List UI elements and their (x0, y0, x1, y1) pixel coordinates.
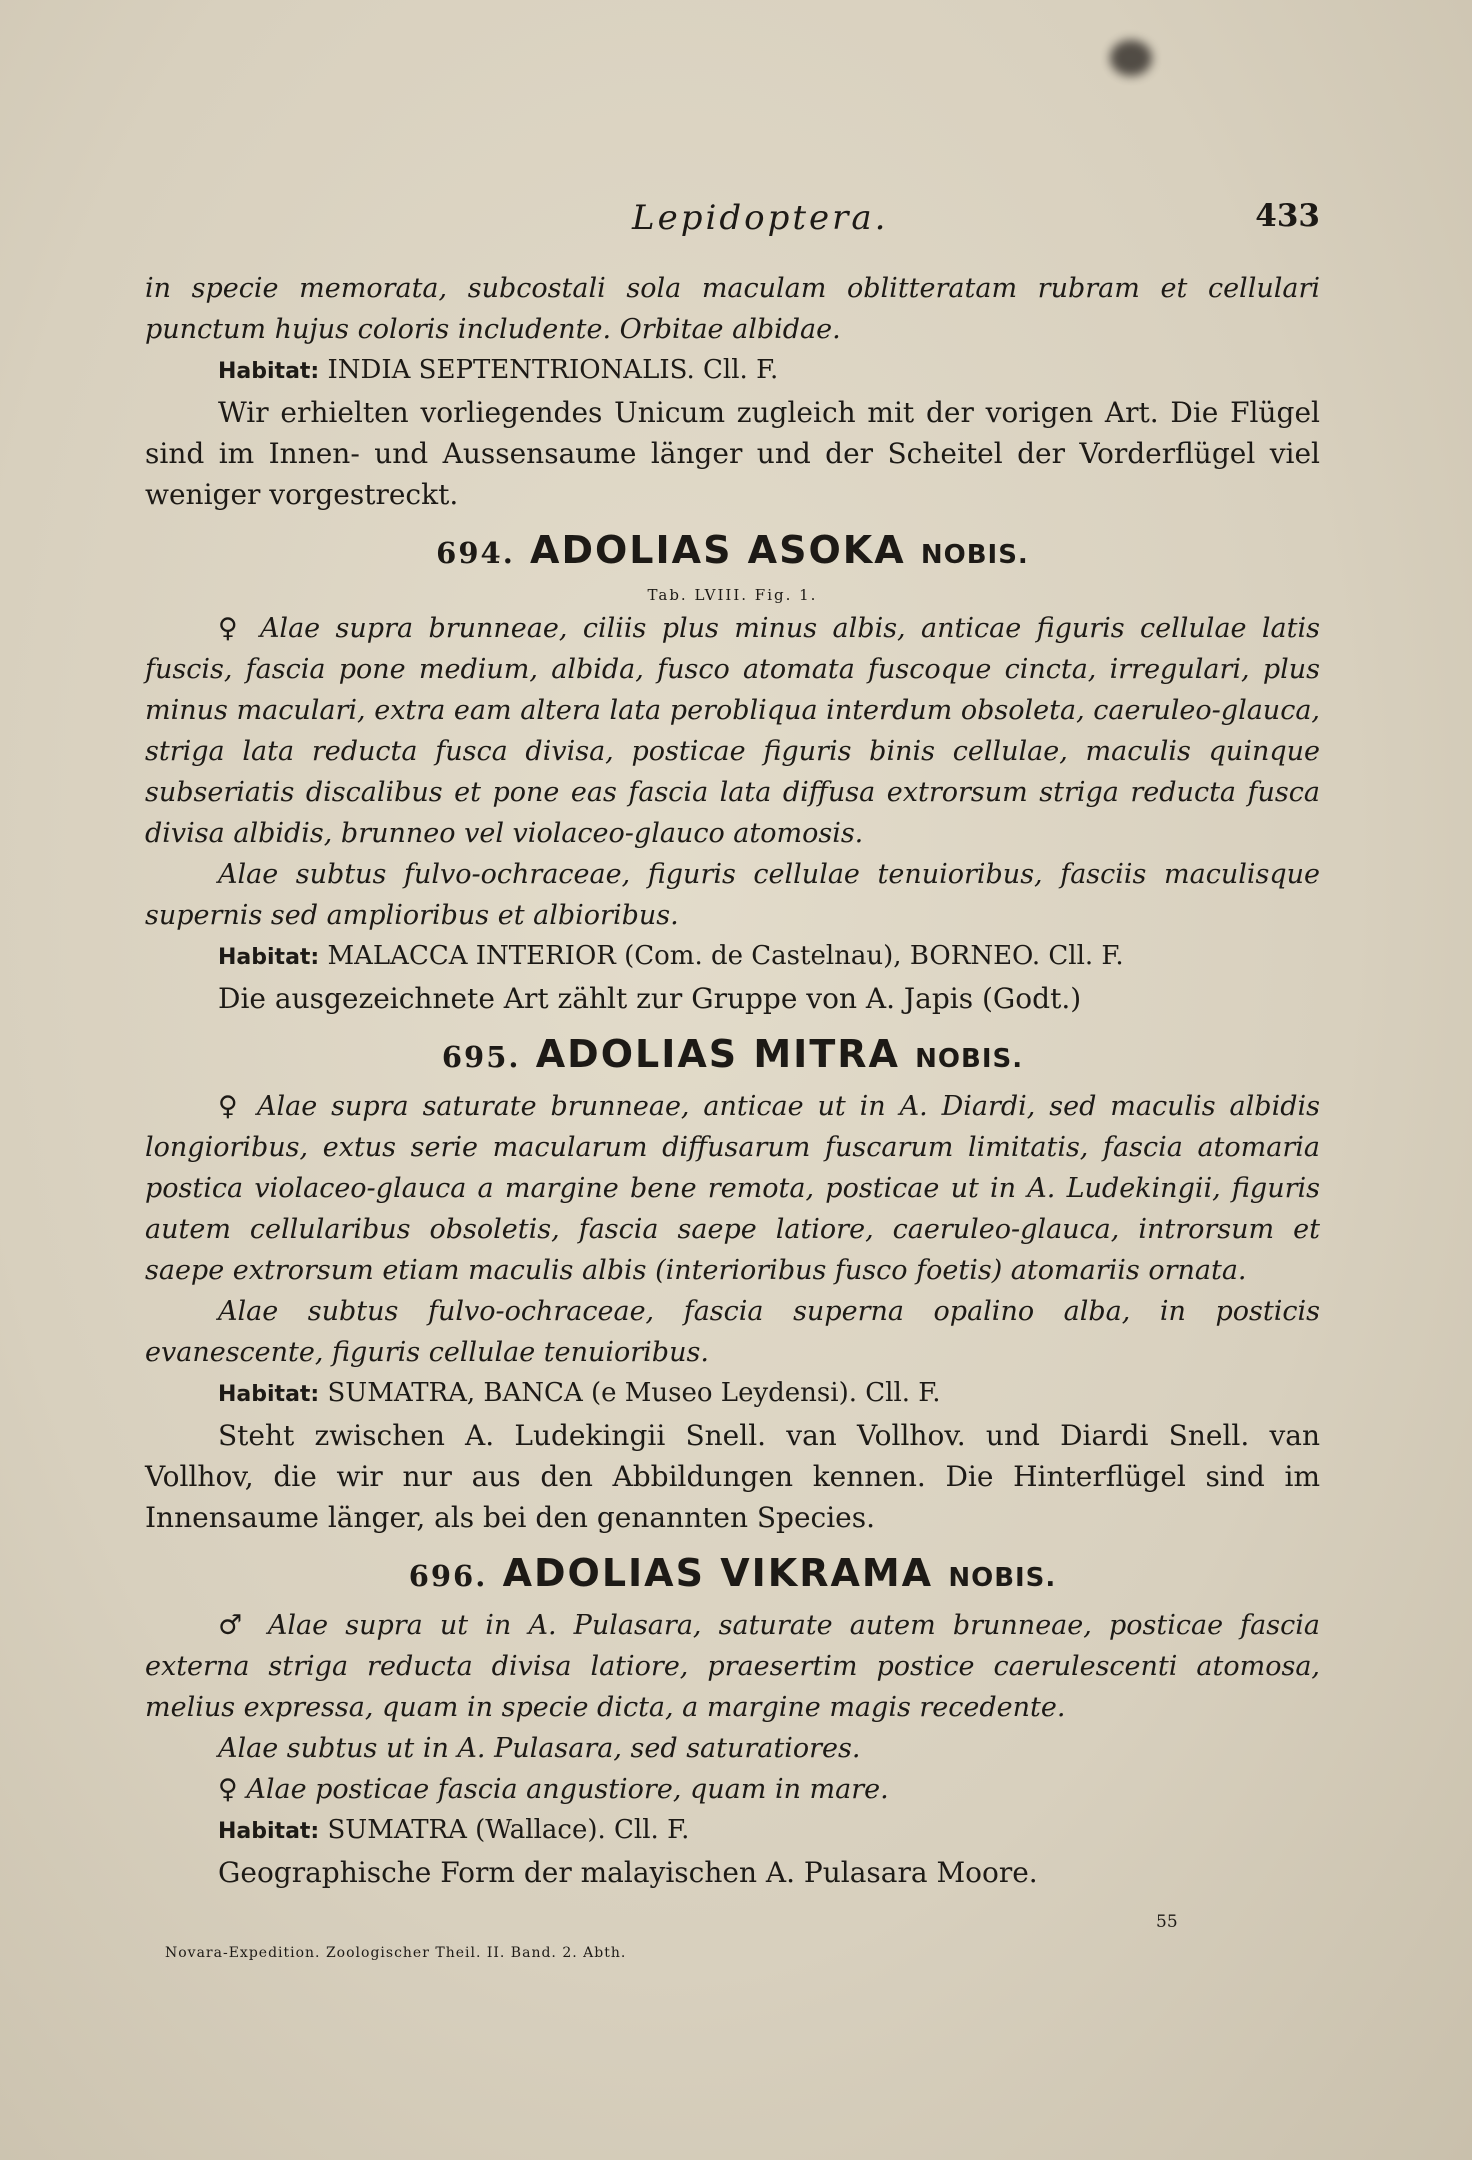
underside-description: Alae subtus fulvo-ochraceae, fascia superna opalino alba, in posticis evanescente, figuris cellulae tenuioribus. (145, 1296, 1320, 1368)
female-symbol: ♀ (218, 1091, 244, 1122)
underside-description: Alae subtus fulvo-ochraceae, figuris cellulae tenuioribus, fasciis maculisque supernis sed amplioribus et albioribus. (145, 859, 1320, 931)
species-habitat (145, 1810, 1320, 1852)
species-number: 694. (436, 536, 515, 570)
description-text: Alae supra ut in A. Pulasara, saturate autem brunneae, posticae fascia externa striga reducta divisa latiore, praesertim postice caerulescenti atomosa, melius expressa, quam in specie dicta, a margine magis recedente. (145, 1610, 1320, 1723)
intro-habitat (145, 350, 1320, 392)
footer-imprint: Novara-Expedition. Zoologischer Theil. II. Band. 2. Abth. (165, 1945, 627, 1961)
species-description (145, 1605, 1320, 1728)
species-name: ADOLIAS ASOKA (530, 528, 906, 572)
page-body (145, 268, 1320, 1893)
species-habitat (145, 1373, 1320, 1415)
page-number: 433 (1255, 198, 1320, 234)
species-habitat (145, 936, 1320, 978)
female-symbol: ♀ (218, 613, 245, 644)
species-heading-696 (145, 1546, 1320, 1605)
underside-description: Alae subtus ut in A. Pulasara, sed saturatiores. (218, 1733, 861, 1764)
habitat-label: Habitat: (218, 1819, 320, 1844)
species-name: ADOLIAS MITRA (535, 1032, 900, 1076)
species-remark: Geographische Form der malayischen A. Pulasara Moore. (218, 1856, 1038, 1889)
species-name: ADOLIAS VIKRAMA (502, 1551, 934, 1595)
species-remark: Die ausgezeichnete Art zählt zur Gruppe von A. Japis (Godt.) (218, 982, 1082, 1015)
intro-german-text: Wir erhielten vorliegendes Unicum zugleich mit der vorigen Art. Die Flügel sind im Innen- und Aussensaume länger und der Scheitel der Vorderflügel viel weniger vorgestreckt. (145, 396, 1320, 511)
species-heading-695 (145, 1027, 1320, 1086)
species-author: NOBIS. (915, 1044, 1024, 1074)
habitat-value: MALACCA INTERIOR (Com. de Castelnau), BORNEO. Cll. F. (327, 941, 1124, 971)
signature-mark: 55 (1156, 1912, 1178, 1932)
ink-stain (1110, 40, 1152, 76)
species-description (145, 1086, 1320, 1291)
species-description (145, 608, 1320, 854)
species-author: NOBIS. (948, 1563, 1057, 1593)
habitat-label: Habitat: (218, 945, 320, 970)
species-author: NOBIS. (920, 540, 1029, 570)
page-header (150, 198, 1320, 248)
habitat-value: SUMATRA (Wallace). Cll. F. (327, 1815, 690, 1845)
intro-latin-text: in specie memorata, subcostali sola maculam oblitteratam rubram et cellulari punctum hujus coloris includente. Orbitae albidae. (145, 273, 1320, 345)
description-text: Alae posticae fascia angustiore, quam in mare. (246, 1774, 889, 1805)
male-symbol: ♂ (218, 1610, 251, 1641)
plate-reference: Tab. LVIII. Fig. 1. (647, 586, 818, 604)
habitat-value: SUMATRA, BANCA (e Museo Leydensi). Cll. F. (327, 1378, 941, 1408)
description-text: Alae supra brunneae, ciliis plus minus albis, anticae figuris cellulae latis fuscis, fascia pone medium, albida, fusco atomata fuscoque cincta, irregulari, plus minus maculari, extra eam altera lata perobliqua interdum obsoleta, caeruleo-glauca, striga lata reducta fusca divisa, posticae figuris binis cellulae, maculis quinque subseriatis discalibus et pone eas fascia lata diffusa extrorsum striga reducta fusca divisa albidis, brunneo vel violaceo-glauco atomosis. (145, 613, 1320, 849)
description-text: Alae supra saturate brunneae, anticae ut in A. Diardi, sed maculis albidis longioribus, extus serie macularum diffusarum fuscarum limitatis, fascia atomaria postica violaceo-glauca a margine bene remota, posticae ut in A. Ludekingii, figuris autem cellularibus obsoletis, fascia saepe latiore, caeruleo-glauca, introrsum et saepe extrorsum etiam maculis albis (interioribus fusco foetis) atomariis ornata. (145, 1091, 1320, 1286)
species-heading-694 (145, 523, 1320, 582)
running-title: Lepidoptera. (632, 198, 889, 238)
female-symbol: ♀ (218, 1774, 238, 1805)
species-number: 695. (441, 1040, 521, 1074)
female-description (145, 1769, 1320, 1810)
habitat-label: Habitat: (218, 359, 320, 384)
habitat-value: INDIA SEPTENTRIONALIS. Cll. F. (327, 355, 779, 385)
habitat-label: Habitat: (218, 1382, 320, 1407)
species-number: 696. (408, 1559, 488, 1593)
species-remark: Steht zwischen A. Ludekingii Snell. van Vollhov. und Diardi Snell. van Vollhov, die wir nur aus den Abbildungen kennen. Die Hinterflügel sind im Innensaume länger, als bei den genannten Species. (145, 1419, 1320, 1534)
